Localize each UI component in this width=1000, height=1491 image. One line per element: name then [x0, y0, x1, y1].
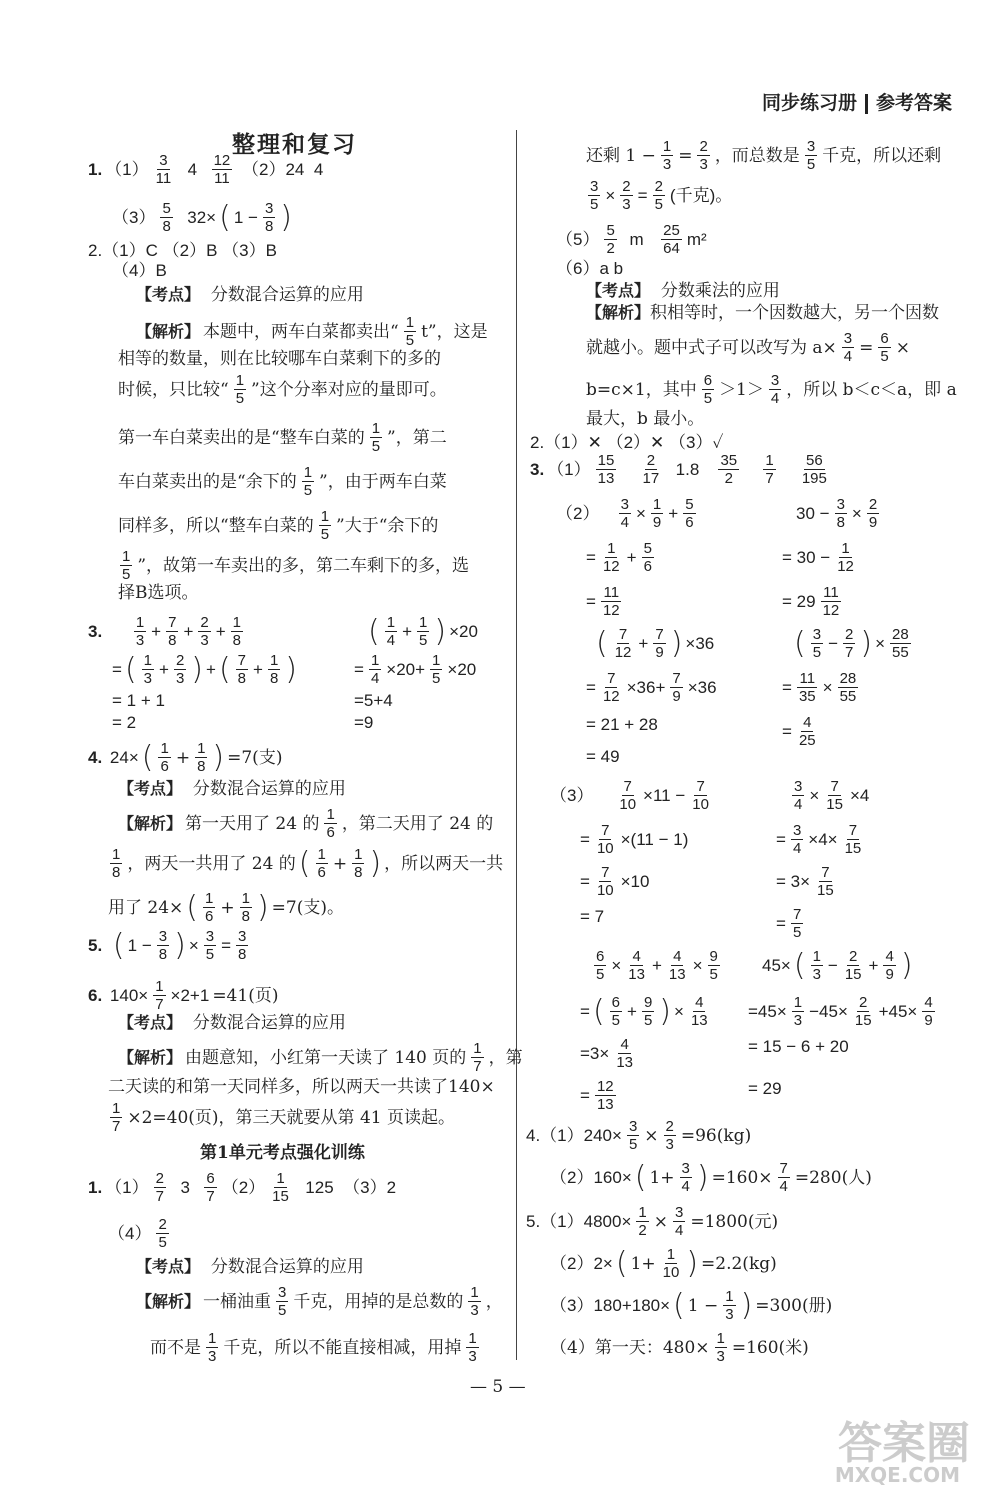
left-q6-answer: 6. 140× $\frac{1}{7}$ ×2+1 =41(页) [88, 978, 279, 1013]
left-q3-a3: = 1 + 1 [112, 691, 165, 710]
right-q3-2c-3: = 21 + 28 [586, 715, 658, 734]
unit-q1-kaodian: 【考点】 分数混合运算的应用 [136, 1257, 364, 1276]
right-q3-3c-1: 6 5 × 4 13 + 4 13 × 9 5 [596, 948, 718, 983]
right-kaodian: 【考点】 分数乘法的应用 [586, 281, 780, 300]
left-q4-answer: 4. 24× ( 1 6 + 1 8 ) =7(支) [88, 739, 283, 775]
right-q3-2c-4: = 49 [586, 747, 620, 766]
right-q3-3d-2: =45× 1 3 −45× 2 15 +45× 4 9 [748, 994, 933, 1029]
kaodian-tag: 【考点】 [136, 285, 201, 304]
right-exp-line2: 就越小。题中式子可以改写为 a× $\frac{3}{4}$ = 6 5 × [586, 330, 910, 365]
right-q3-2a-3: = 11 12 [586, 584, 620, 619]
left-q3-a4: = 2 [112, 713, 137, 732]
page-number: — 5 — [470, 1377, 526, 1397]
left-q6-kaodian: 【考点】 分数混合运算的应用 [118, 1013, 346, 1032]
unit-q1-line1: 1. （1） 2 7 3 6 7 （2） 1 15 125 （3）2 [88, 1170, 397, 1205]
right-exp-line4: 最大，b 最小。 [586, 409, 705, 429]
right-exp-line1: 【解析】积相等时，一个因数越大，另一个因数 [586, 303, 940, 323]
left-q2-exp-line3: 时候，只比较“ 1 5 ”这个分率对应的量即可。 [118, 372, 447, 407]
right-q5-3: （3）180+180× ( 1 − 1 3 ) =300(册) [550, 1287, 833, 1323]
watermark-url: MXQE.COM [834, 1463, 960, 1487]
right-q5-1: 5.（1）4800× $\frac{1}{2}$ × $\frac{3}{4}$ =1800(元) [526, 1204, 779, 1239]
page-title: 整理和复习 [232, 132, 357, 158]
right-q3-2b-1: 30 − 3 8 × 2 9 [796, 496, 878, 531]
right-q3-3a-1: （3） 7 10 ×11 − 7 10 [550, 778, 709, 813]
right-q3-2a-2: = 1 12 + 5 6 [586, 540, 652, 575]
header-book-name: 同步练习册 [761, 92, 857, 114]
left-q3-a2: = ( 1 3 + 2 3 ) + ( 7 8 + 1 8 ) [112, 651, 297, 687]
unit-q1-exp-line1: 【解析】 一桶油重 3 5 千克，用掉的是总数的 1 3 ， [136, 1284, 503, 1319]
right-q3-2c-1: ( 7 12 + 7 9 ) ×36 [596, 625, 715, 661]
left-q2-exp-line1: 【解析】 本题中，两车白菜都卖出“ 1 5 t”，这是 [136, 314, 488, 349]
right-q3-2a-1: （2） 3 4 × 1 9 + 5 6 [556, 496, 694, 531]
left-q2-exp-line6: 同样多，所以“整车白菜的 1 5 ”大于“余下的 [118, 508, 439, 543]
right-q3-3a-4: = 7 [580, 907, 605, 926]
right-q3-3c-4: = 12 13 [580, 1078, 614, 1113]
left-q2-exp-line8: 择B选项。 [118, 583, 199, 603]
right-exp-line3: b=c×1，其中 6 5 ＞1＞ 3 4 ，所以 b＜c＜a，即 a [586, 372, 957, 407]
right-q3-3d-1: 45× ( 1 3 − 2 15 + 4 9 ) [762, 947, 913, 983]
unit-q1-exp-line2: 而不是 1 3 千克，所以不能直接相减，用掉 1 3 [150, 1330, 477, 1365]
right-cont-line2: 3 5 × 2 3 = 2 5 (千克)。 [590, 178, 733, 213]
left-q2-kaodian [136, 284, 364, 306]
right-q3-2d-1: ( 3 5 − 2 7 ) × 28 55 [794, 625, 909, 661]
left-q3-b3: =5+4 [354, 691, 393, 710]
left-q1-line2: （3） 5 8 32× ( 1 − $\frac{3}{8}$ ) [112, 199, 292, 235]
header-section: 参考答案 [875, 92, 952, 114]
right-q3-2d-2: = 11 35 × 28 55 [782, 670, 857, 705]
right-q3-3b-1: 3 4 × 7 15 ×4 [794, 778, 870, 813]
right-q3-3c-3: =3× 4 13 [580, 1036, 633, 1071]
right-q5: （5） 5 2 m 25 64 m² [556, 222, 707, 257]
left-q3-a1: 3. 1 3 + 7 8 + 2 3 + 1 8 [88, 614, 241, 649]
right-q3-2b-2: = 30 − 1 12 [782, 540, 854, 575]
right-q3-2c-2: = 7 12 ×36+ 7 9 ×36 [586, 670, 717, 705]
kaodian-text: 分数混合运算的应用 [210, 285, 364, 304]
right-q4-2: （2）160× ( 1+ 3 4 ) =160× $\frac{7}{4}$ =280(人) [550, 1159, 872, 1195]
watermark-logo: 答案圈 [838, 1418, 970, 1469]
right-q2: 2.（1）✕ （2）✕ （3）✓ [530, 433, 724, 452]
right-q3-3b-2: = 3 4 ×4× 7 15 [776, 822, 862, 857]
left-q4-exp-line1: 【解析】 第一天用了 24 的 1 6 ，第二天用了 24 的 [118, 806, 494, 841]
column-divider [516, 130, 517, 1360]
left-q3-b4: =9 [354, 713, 374, 732]
left-q6-exp-line3: $\frac{1}{7}$ ×2=40(页)，第三天就要从第 41 页读起。 [112, 1100, 455, 1135]
right-q6: （6）a b [556, 259, 624, 278]
left-q5-answer: 5. ( 1 − 3 8 ) × 3 5 = 3 8 [88, 927, 247, 963]
header-divider [865, 94, 868, 114]
right-q3-2b-3: = 29 11 12 [782, 584, 840, 619]
left-q2-exp-line2: 相等的数量，则在比较哪车白菜剩下的多的 [118, 349, 441, 369]
right-q3-1: 3. （1） 15 13 2 17 1.8 35 2 1 7 56 195 [530, 452, 827, 487]
left-q6-exp-line1: 【解析】 由题意知，小红第一天读了 140 页的 1 7 ，第 [118, 1040, 523, 1075]
right-q3-3b-3: = 3× 7 15 [776, 864, 834, 899]
right-q3-3a-3: = 7 10 ×10 [580, 864, 650, 899]
right-q3-3c-2: = ( 6 5 + 9 5 ) × 4 13 [580, 993, 708, 1029]
right-q3-2d-3: = 4 25 [782, 714, 816, 749]
left-q4-kaodian: 【考点】 分数混合运算的应用 [118, 779, 346, 798]
left-q6-exp-line2: 二天读的和第一天同样多，所以两天一共读了140× [108, 1077, 495, 1097]
right-q3-3d-4: = 29 [748, 1079, 782, 1098]
right-q3-3d-3: = 15 − 6 + 20 [748, 1037, 849, 1056]
left-q2-line2: （4）B [112, 261, 167, 280]
left-q4-exp-line3: 用了 24× ( 1 6 + 1 8 ) =7(支)。 [108, 889, 344, 925]
left-q4-exp-line2: 1 8 ，两天一共用了 24 的 ( 1 6 + 1 8 ) ，所以两天一共 [112, 845, 504, 881]
right-q5-4: （4）第一天：480× $\frac{1}{3}$ =160(米) [550, 1330, 809, 1365]
left-q2-exp-line4: 第一车白菜卖出的是“整车白菜的 1 5 ”，第二 [118, 420, 447, 455]
left-q1-line1: 1. （1） 3 11 4 12 11 （2）24 4 [88, 152, 324, 187]
header-title [762, 88, 952, 115]
right-q3-3a-2: = 7 10 ×(11 − 1) [580, 822, 689, 857]
unit-title: 第1单元考点强化训练 [200, 1143, 365, 1163]
right-cont-line1: 还剩 1 − $\frac{1}{3}$ = $\frac{2}{3}$ ，而总数是 3 5 千克，所以还剩 [586, 138, 942, 173]
left-q3-b1: ( 1 4 + 1 5 ) ×20 [368, 613, 478, 649]
right-q3-3b-4: = 7 5 [776, 906, 802, 941]
left-q2-exp-line7: 1 5 ”，故第一车卖出的多，第二车剩下的多，选 [122, 548, 470, 583]
right-q5-2: （2）2× ( 1+ 1 10 ) =2.2(kg) [550, 1245, 777, 1281]
unit-q1-line2: （4） 2 5 [108, 1216, 167, 1251]
left-q2-exp-line5: 车白菜卖出的是“余下的 1 5 ”，由于两车白菜 [118, 464, 447, 499]
right-q4-1: 4.（1）240× $\frac{3}{5}$ × $\frac{2}{3}$ =96(kg) [526, 1118, 752, 1153]
left-q3-b2: = 1 4 ×20+ 1 5 ×20 [354, 652, 477, 687]
left-q2-line1: 2.（1）C （2）B （3）B [88, 241, 277, 260]
